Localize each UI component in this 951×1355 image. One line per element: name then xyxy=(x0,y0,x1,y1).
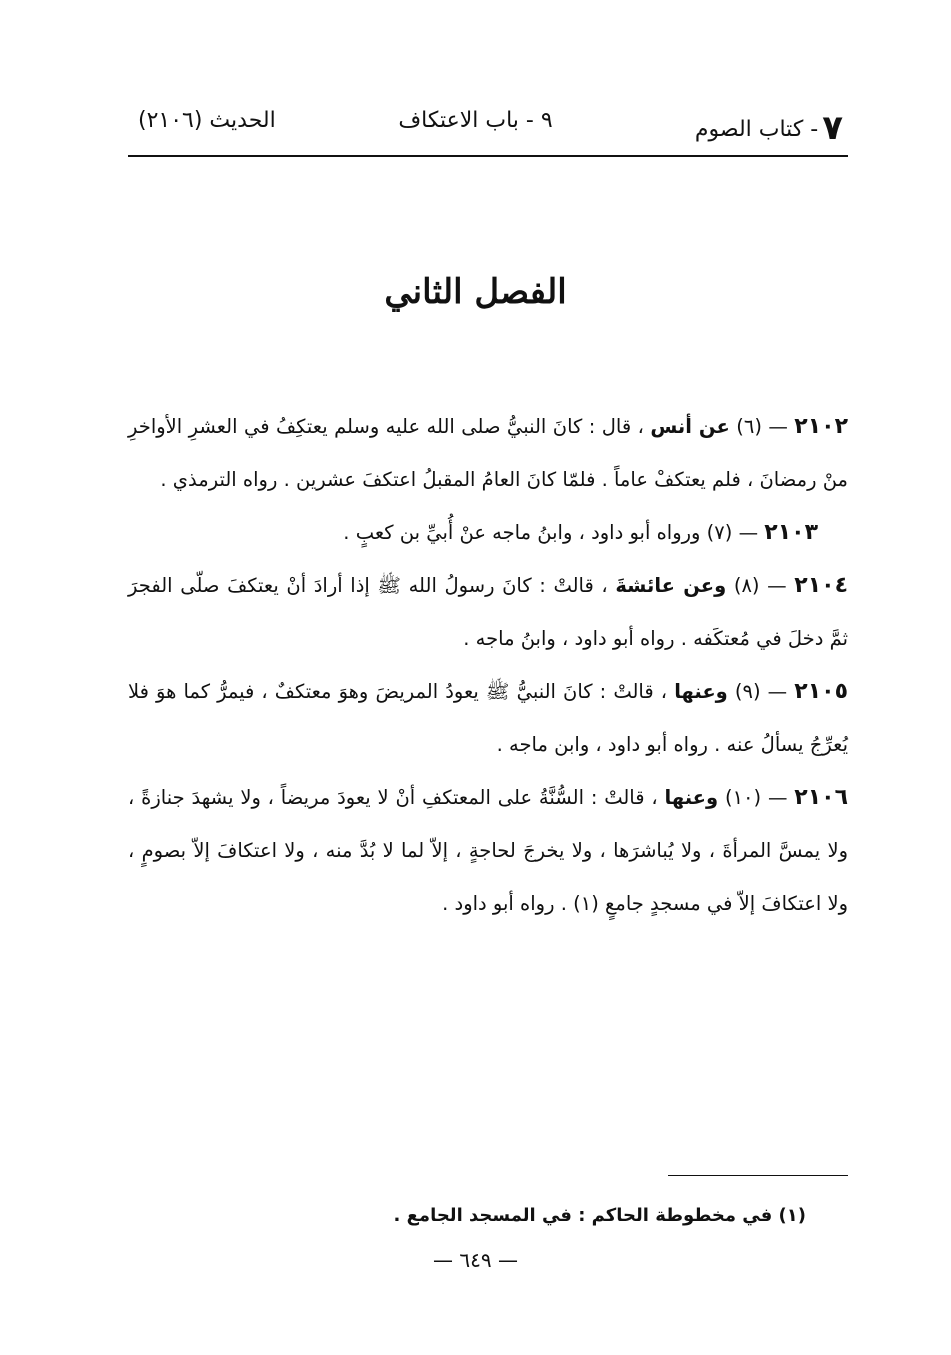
hadith-2105 xyxy=(128,665,848,771)
hadith-source: وعن عائشةَ xyxy=(615,574,727,597)
hadith-number: ٢١٠٥ xyxy=(794,679,848,704)
hadith-2102 xyxy=(128,400,848,506)
footnote-rule xyxy=(668,1175,848,1176)
hadith-number: ٢١٠٣ xyxy=(764,520,818,545)
hadith-seq: — (٩) xyxy=(734,680,788,703)
footnote: (١) في مخطوطة الحاكم : في المسجد الجامع . xyxy=(393,1205,806,1226)
hadith-text: ، قال : كانَ النبيُّ صلى الله عليه وسلم يعتكِفُ في العشرِ الأواخرِ منْ رمضانَ ، فلم يعتكفْ عاماً . فلمّا كانَ العامُ المقبلُ اعتكفَ عشرين . رواه الترمذي . xyxy=(128,415,848,491)
section-title: الفصل الثاني xyxy=(384,272,567,312)
book-number: ٧ xyxy=(822,108,843,148)
hadith-reference: الحديث (٢١٠٦) xyxy=(138,108,276,133)
hadith-2103 xyxy=(128,506,848,559)
hadith-text: ورواه أبو داود ، وابنُ ماجه عنْ أُبيِّ بن كعبٍ . xyxy=(343,521,701,544)
hadith-list xyxy=(128,400,848,930)
hadith-source: عن أنس xyxy=(650,415,730,438)
page-number: — ٦٤٩ — xyxy=(433,1248,518,1272)
hadith-number: ٢١٠٢ xyxy=(794,414,849,439)
hadith-seq: — (٦) xyxy=(736,415,788,438)
hadith-number: ٢١٠٤ xyxy=(794,573,848,598)
hadith-text: ، قالتْ : كانَ رسولُ الله ﷺ إذا أرادَ أنْ يعتكفَ صلّى الفجرَ ثمَّ دخلَ في مُعتكَفه . رواه أبو داود ، وابنُ ماجه . xyxy=(128,574,848,650)
hadith-number: ٢١٠٦ xyxy=(794,785,848,810)
book-title-text: - كتاب الصوم xyxy=(694,117,819,142)
hadith-2104 xyxy=(128,559,848,665)
hadith-seq: — (٨) xyxy=(733,574,787,597)
hadith-source: وعنها xyxy=(674,680,728,703)
hadith-2106 xyxy=(128,771,848,930)
hadith-text: ، قالتْ : كانَ النبيُّ ﷺ يعودُ المريضَ وهوَ معتكفٌ ، فيمرُّ كما هوَ فلا يُعرِّجُ يسألُ عنه . رواه أبو داود ، وابن ماجه . xyxy=(128,680,848,756)
header-rule xyxy=(128,155,848,157)
hadith-text: ، قالتْ : السُّنَّةُ على المعتكفِ أنْ لا يعودَ مريضاً ، ولا يشهدَ جنازةً ، ولا يمسَّ المرأةَ ، ولا يُباشرَها ، ولا يخرجَ لحاجةٍ ، إلاّ لما لا بُدَّ منه ، ولا اعتكافَ إلاّ بصومٍ ، ولا اعتكافَ إلاّ في مسجدٍ جامعٍ (١) . رواه أبو داود . xyxy=(128,786,848,915)
hadith-seq: — (٧) xyxy=(706,521,759,544)
hadith-source: وعنها xyxy=(664,786,719,809)
chapter-title: ٩ - باب الاعتكاف xyxy=(398,108,553,133)
hadith-seq: — (١٠) xyxy=(724,786,788,809)
